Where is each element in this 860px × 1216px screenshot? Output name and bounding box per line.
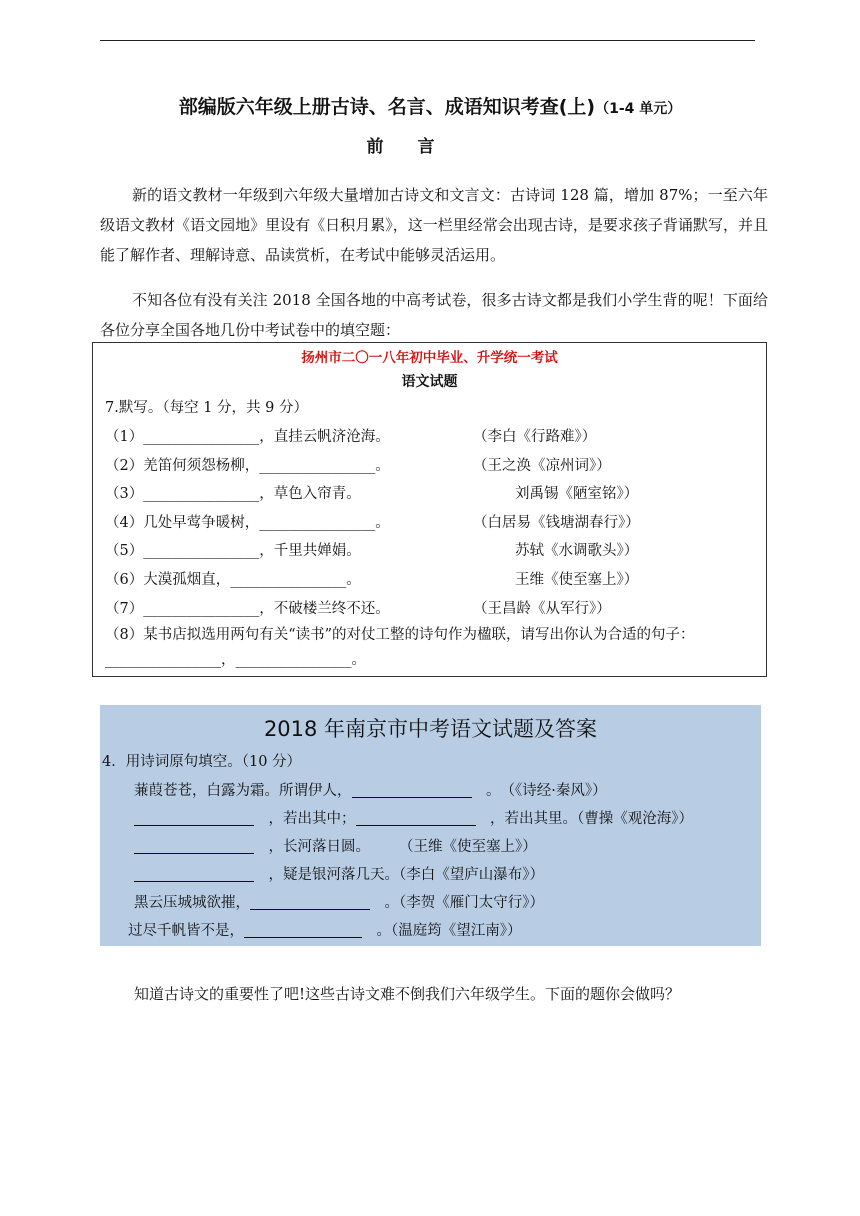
- poem-source: 刘禹锡《陋室铭》）: [515, 486, 639, 503]
- question-item-5: [93, 537, 766, 566]
- question-item-4: [93, 509, 766, 538]
- question-text: （1）________________，直挂云帆济沧海。: [105, 429, 390, 445]
- title-unit-range: （1-4 单元）: [595, 101, 682, 117]
- yangzhou-exam-title: 扬州市二〇一八年初中毕业、升学统一考试: [301, 350, 558, 366]
- poem-source: 王维《使至塞上》）: [515, 571, 639, 588]
- answer-blank: [356, 809, 476, 826]
- closing-paragraph: 知道古诗文的重要性了吧!这些古诗文难不倒我们六年级学生。下面的题你会做吗？: [134, 985, 681, 1003]
- row-prefix: 黑云压城城欲摧，: [134, 895, 250, 911]
- question-item-2: [93, 452, 766, 481]
- yangzhou-exam-subtitle: 语文试题: [401, 374, 458, 390]
- nanjing-row-3: [100, 833, 761, 861]
- question-item-3: [93, 480, 766, 509]
- answer-blank: [352, 781, 472, 798]
- nanjing-row-2: [100, 805, 761, 833]
- row-suffix: ，长河落日圆。 （王维《使至塞上》）: [254, 839, 537, 855]
- question-text: （7）________________，不破楼兰终不还。: [105, 600, 390, 617]
- nanjing-exam-title: 2018 年南京市中考语文试题及答案: [263, 717, 598, 741]
- question-heading: 7.默写。（每空 1 分，共 9 分）: [105, 400, 308, 416]
- intro-paragraph-2: 不知各位有没有关注 2018 全国各地的中高考试卷，很多古诗文都是我们小学生背的呢！下面给各位分享全国各地几份中考试卷中的填空题：: [100, 291, 768, 339]
- poem-source: （白居易《钱塘湖春行》）: [473, 514, 640, 531]
- question-text: （6）大漠孤烟直，________________。: [105, 571, 361, 588]
- answer-blank: [134, 865, 254, 882]
- answer-blank: [250, 893, 370, 910]
- question-text: （3）________________，草色入帘青。: [105, 486, 361, 503]
- nanjing-question: 4．用诗词原句填空。（10 分）: [102, 754, 302, 770]
- poem-source: （王之涣《凉州词》）: [473, 457, 611, 474]
- question-item-1: [93, 423, 766, 452]
- nanjing-row-5: [100, 889, 761, 917]
- question-text: （4）几处早莺争暖树，________________。: [105, 514, 390, 531]
- row-suffix: 。（温庭筠《望江南》）: [362, 923, 522, 939]
- title-main: 部编版六年级上册古诗、名言、成语知识考查(上): [178, 96, 596, 118]
- poem-source: （李白《行路难》）: [473, 429, 597, 445]
- row-middle: ，若出其中；: [254, 811, 356, 827]
- row-suffix: ，若出其里。（曹操《观沧海》）: [475, 811, 693, 827]
- row-suffix: 。 （《诗经·秦风》）: [471, 783, 607, 799]
- nanjing-row-1: [100, 777, 761, 805]
- poem-source: （王昌龄《从军行》）: [473, 600, 611, 617]
- question-item-6: [93, 566, 766, 595]
- page-title: [0, 92, 860, 119]
- header-rule: [100, 40, 755, 41]
- question-text: （5）________________，千里共婵娟。: [105, 543, 361, 560]
- nanjing-row-4: [100, 861, 761, 889]
- answer-blank: [134, 809, 254, 826]
- preface-heading: 前 言: [366, 137, 449, 157]
- nanjing-row-6: [100, 917, 761, 945]
- row-suffix: 。（李贺《雁门太守行》）: [370, 895, 544, 911]
- answer-blank: [244, 921, 362, 938]
- yangzhou-exam-box: [92, 342, 767, 677]
- row-prefix: 过尽千帆皆不是，: [128, 923, 244, 939]
- question-item-7: [93, 595, 766, 624]
- row-prefix: 蒹葭苍苍，白露为霜。所谓伊人，: [134, 783, 352, 799]
- intro-paragraph-1: 新的语文教材一年级到六年级大量增加古诗文和文言文：古诗词 128 篇，增加 87%；一至六年级语文教材《语文园地》里设有《日积月累》，这一栏里经常会出现古诗，是要求孩子背诵默写，并且能了解作者、理解诗意、品读赏析，在考试中能够灵活运用。: [100, 186, 768, 264]
- poem-source: 苏轼《水调歌头》）: [515, 543, 639, 560]
- question-text: （2）羌笛何须怨杨柳，________________。: [105, 457, 390, 474]
- answer-blank: [134, 837, 254, 854]
- row-suffix: ，疑是银河落几天。（李白《望庐山瀑布》）: [254, 867, 544, 883]
- nanjing-exam-panel: [100, 705, 761, 946]
- question-item-8: （8）某书店拟选用两句有关“读书”的对仗工整的诗句作为楹联，请写出你认为合适的句子：________________，________________。: [105, 627, 695, 669]
